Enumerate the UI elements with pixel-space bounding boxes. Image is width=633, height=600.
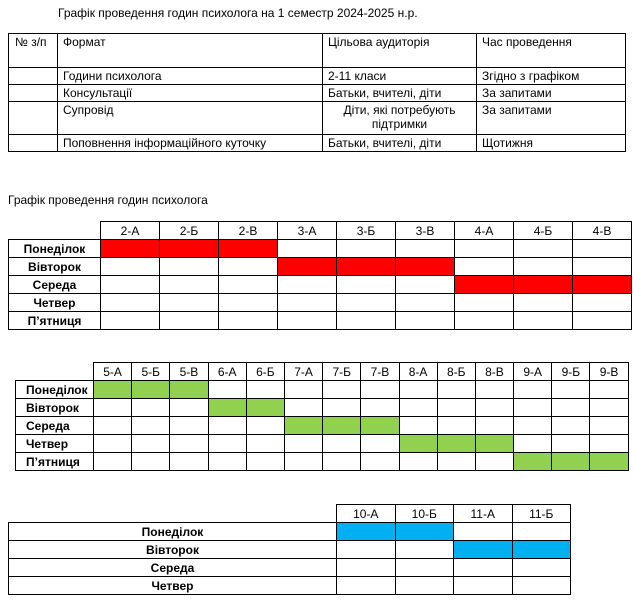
schedule-slot-empty xyxy=(94,453,132,471)
schedule-slot-empty xyxy=(208,381,246,399)
table-cell: 2-11 класи xyxy=(323,68,477,85)
schedule-slot-empty xyxy=(437,417,475,435)
table-cell: Батьки, вчителі, діти xyxy=(323,135,477,152)
schedule-slot-empty xyxy=(573,258,632,276)
day-label: Четвер xyxy=(9,294,101,312)
schedule-slot-filled xyxy=(284,417,322,435)
day-label: Вівторок xyxy=(9,541,337,559)
schedule-slot-empty xyxy=(208,435,246,453)
schedule-slot-filled xyxy=(399,435,437,453)
schedule-slot-empty xyxy=(132,399,170,417)
schedule-slot-empty xyxy=(101,276,160,294)
schedule-slot-empty xyxy=(552,381,590,399)
schedule-slot-empty xyxy=(399,399,437,417)
schedule-slot-filled xyxy=(337,523,396,541)
empty-corner-cell xyxy=(16,363,94,381)
schedule-slot-empty xyxy=(514,435,552,453)
day-label: Понеділок xyxy=(16,381,94,399)
schedule-slot-filled xyxy=(573,276,632,294)
schedule-slot-empty xyxy=(170,435,208,453)
day-row xyxy=(9,312,632,330)
table-row xyxy=(9,135,626,152)
schedule-slot-empty xyxy=(455,294,514,312)
table-row xyxy=(9,85,626,102)
schedule-slot-empty xyxy=(475,417,513,435)
schedule-slot-empty xyxy=(399,453,437,471)
schedule-slot-filled xyxy=(475,435,513,453)
schedule-slot-empty xyxy=(284,381,322,399)
schedule-slot-filled xyxy=(395,523,454,541)
schedule-slot-empty xyxy=(208,453,246,471)
schedule-slot-empty xyxy=(246,381,284,399)
day-label: Четвер xyxy=(16,435,94,453)
schedule-slot-empty xyxy=(94,435,132,453)
table-cell: Діти, які потребують підтримки xyxy=(323,102,477,135)
schedule-slot-filled xyxy=(208,399,246,417)
schedule-slot-filled xyxy=(160,240,219,258)
schedule-slot-filled xyxy=(246,399,284,417)
table-cell: Згідно з графіком xyxy=(477,68,626,85)
schedule-slot-empty xyxy=(454,523,513,541)
schedule-slot-empty xyxy=(337,276,396,294)
schedule-slot-empty xyxy=(278,312,337,330)
table-cell: Поповнення інформаційного куточку xyxy=(58,135,323,152)
class-header-cell: 7-А xyxy=(284,363,322,381)
table-cell: Батьки, вчителі, діти xyxy=(323,85,477,102)
schedule-slot-empty xyxy=(590,435,628,453)
schedule-slot-filled xyxy=(278,258,337,276)
schedule-slot-empty xyxy=(246,435,284,453)
class-header-cell: 3-А xyxy=(278,222,337,240)
class-header-cell: 9-А xyxy=(514,363,552,381)
schedule-slot-empty xyxy=(278,240,337,258)
day-label: Понеділок xyxy=(9,240,101,258)
schedule-slot-empty xyxy=(552,417,590,435)
table-cell: За запитами xyxy=(477,102,626,135)
schedule-slot-empty xyxy=(170,453,208,471)
day-row xyxy=(9,577,571,595)
class-header-cell: 5-А xyxy=(94,363,132,381)
table-row xyxy=(9,102,626,135)
table-cell: За запитами xyxy=(477,85,626,102)
header-audience: Цільова аудиторія xyxy=(323,34,477,68)
document-title: Графік проведення годин психолога на 1 семестр 2024-2025 н.р. xyxy=(58,6,418,20)
header-format: Формат xyxy=(58,34,323,68)
schedule-slot-empty xyxy=(396,240,455,258)
schedule-slot-empty xyxy=(94,399,132,417)
class-header-cell: 3-В xyxy=(396,222,455,240)
day-label: Понеділок xyxy=(9,523,337,541)
class-header-cell: 4-А xyxy=(455,222,514,240)
class-header-cell: 2-А xyxy=(101,222,160,240)
class-header-cell: 2-Б xyxy=(160,222,219,240)
schedule-slot-filled xyxy=(514,276,573,294)
schedule-slot-empty xyxy=(278,294,337,312)
schedule-slot-empty xyxy=(573,312,632,330)
class-header-cell: 8-Б xyxy=(437,363,475,381)
class-header-cell: 5-В xyxy=(170,363,208,381)
day-label: Середа xyxy=(16,417,94,435)
schedule-slot-empty xyxy=(284,399,322,417)
schedule-slot-empty xyxy=(337,294,396,312)
table-cell: Супровід xyxy=(58,102,323,135)
schedule-slot-empty xyxy=(323,453,361,471)
schedule-slot-empty xyxy=(512,577,571,595)
day-label: Вівторок xyxy=(9,258,101,276)
schedule-slot-empty xyxy=(512,559,571,577)
schedule-slot-empty xyxy=(219,258,278,276)
schedule-slot-filled xyxy=(101,240,160,258)
class-header-cell: 3-Б xyxy=(337,222,396,240)
schedule-slot-empty xyxy=(278,276,337,294)
schedule-slot-filled xyxy=(437,435,475,453)
schedule-slot-empty xyxy=(208,417,246,435)
schedule-slot-empty xyxy=(399,381,437,399)
schedule-slot-filled xyxy=(337,258,396,276)
schedule-slot-filled xyxy=(219,240,278,258)
class-header-cell: 6-Б xyxy=(246,363,284,381)
day-row xyxy=(9,523,571,541)
schedule-slot-empty xyxy=(552,399,590,417)
table-cell: Консультації xyxy=(58,85,323,102)
schedule-slot-empty xyxy=(590,417,628,435)
schedule-slot-empty xyxy=(395,559,454,577)
day-row xyxy=(9,559,571,577)
day-row xyxy=(9,294,632,312)
table-cell: Години психолога xyxy=(58,68,323,85)
schedule-slot-empty xyxy=(219,294,278,312)
class-header-cell: 11-Б xyxy=(512,505,571,523)
schedule-slot-empty xyxy=(590,399,628,417)
header-number: № з/п xyxy=(9,34,58,68)
schedule-slot-empty xyxy=(337,541,396,559)
table-cell xyxy=(9,102,58,135)
schedule-slot-empty xyxy=(573,240,632,258)
class-header-cell: 9-В xyxy=(590,363,628,381)
schedule-slot-filled xyxy=(361,417,399,435)
class-header-cell: 5-Б xyxy=(132,363,170,381)
schedule-slot-filled xyxy=(512,541,571,559)
schedule-slot-empty xyxy=(590,381,628,399)
schedule-slot-empty xyxy=(160,258,219,276)
schedule-slot-filled xyxy=(590,453,628,471)
schedule-slot-empty xyxy=(514,417,552,435)
schedule-slot-empty xyxy=(170,399,208,417)
day-label: Четвер xyxy=(9,577,337,595)
day-row xyxy=(16,381,629,399)
day-label: П’ятниця xyxy=(9,312,101,330)
day-label: Середа xyxy=(9,276,101,294)
day-row xyxy=(16,399,629,417)
schedule-slot-empty xyxy=(475,381,513,399)
schedule-slot-empty xyxy=(455,240,514,258)
day-row xyxy=(16,435,629,453)
header-time: Час проведення xyxy=(477,34,626,68)
info-table xyxy=(8,33,626,152)
schedule-slot-empty xyxy=(395,541,454,559)
schedule-slot-empty xyxy=(514,399,552,417)
day-label: Середа xyxy=(9,559,337,577)
day-row xyxy=(9,240,632,258)
schedule-slot-empty xyxy=(101,294,160,312)
schedule-slot-empty xyxy=(337,240,396,258)
schedule-slot-empty xyxy=(361,453,399,471)
schedule-slot-empty xyxy=(132,435,170,453)
schedule-slot-empty xyxy=(323,399,361,417)
schedule-slot-empty xyxy=(514,381,552,399)
day-row xyxy=(9,276,632,294)
info-header-row xyxy=(9,34,626,68)
schedule-slot-empty xyxy=(323,435,361,453)
schedule-slot-empty xyxy=(160,312,219,330)
schedule-slot-empty xyxy=(160,294,219,312)
schedule-slot-empty xyxy=(437,399,475,417)
schedule-slot-empty xyxy=(514,294,573,312)
schedule-slot-empty xyxy=(160,276,219,294)
class-header-cell: 11-А xyxy=(454,505,513,523)
schedule-table-grades-2-4 xyxy=(8,221,632,330)
schedule-slot-empty xyxy=(323,381,361,399)
class-header-row xyxy=(9,222,632,240)
schedule-slot-empty xyxy=(573,294,632,312)
schedule-slot-filled xyxy=(132,381,170,399)
class-header-cell: 2-В xyxy=(219,222,278,240)
schedule-slot-empty xyxy=(396,294,455,312)
class-header-cell: 8-А xyxy=(399,363,437,381)
class-header-cell: 10-Б xyxy=(395,505,454,523)
class-header-cell: 10-А xyxy=(337,505,396,523)
schedule-slot-empty xyxy=(395,577,454,595)
day-row xyxy=(16,417,629,435)
schedule-slot-empty xyxy=(101,312,160,330)
table-cell xyxy=(9,135,58,152)
class-header-cell: 8-В xyxy=(475,363,513,381)
schedule-slot-empty xyxy=(132,417,170,435)
class-header-cell: 9-Б xyxy=(552,363,590,381)
schedule-slot-empty xyxy=(337,577,396,595)
schedule-slot-empty xyxy=(455,258,514,276)
day-row xyxy=(16,453,629,471)
schedule-table-grades-10-11 xyxy=(8,504,571,595)
schedule-slot-empty xyxy=(284,435,322,453)
schedule-slot-empty xyxy=(132,453,170,471)
class-header-row xyxy=(16,363,629,381)
table-row xyxy=(9,68,626,85)
schedule-slot-empty xyxy=(514,240,573,258)
schedule-slot-empty xyxy=(337,312,396,330)
class-header-row xyxy=(9,505,571,523)
schedule-slot-filled xyxy=(323,417,361,435)
schedule-slot-empty xyxy=(475,453,513,471)
day-row xyxy=(9,541,571,559)
schedule-slot-empty xyxy=(337,559,396,577)
schedule-slot-empty xyxy=(361,435,399,453)
schedule-title: Графік проведення годин психолога xyxy=(8,193,208,207)
day-row xyxy=(9,258,632,276)
schedule-slot-empty xyxy=(552,435,590,453)
table-cell xyxy=(9,68,58,85)
schedule-slot-empty xyxy=(454,577,513,595)
schedule-slot-empty xyxy=(455,312,514,330)
class-header-cell: 4-Б xyxy=(514,222,573,240)
schedule-slot-empty xyxy=(361,399,399,417)
schedule-slot-filled xyxy=(94,381,132,399)
class-header-cell: 4-В xyxy=(573,222,632,240)
schedule-slot-empty xyxy=(396,276,455,294)
schedule-slot-empty xyxy=(396,312,455,330)
schedule-slot-filled xyxy=(454,541,513,559)
schedule-slot-empty xyxy=(512,523,571,541)
class-header-cell: 7-Б xyxy=(323,363,361,381)
empty-corner-cell xyxy=(9,505,337,523)
day-label: П’ятниця xyxy=(16,453,94,471)
schedule-slot-filled xyxy=(396,258,455,276)
schedule-slot-empty xyxy=(94,417,132,435)
schedule-slot-filled xyxy=(170,381,208,399)
schedule-slot-empty xyxy=(219,276,278,294)
schedule-slot-empty xyxy=(514,312,573,330)
empty-corner-cell xyxy=(9,222,101,240)
schedule-slot-empty xyxy=(361,381,399,399)
schedule-slot-empty xyxy=(219,312,278,330)
schedule-slot-empty xyxy=(246,453,284,471)
schedule-slot-filled xyxy=(552,453,590,471)
schedule-slot-filled xyxy=(455,276,514,294)
schedule-slot-filled xyxy=(514,453,552,471)
schedule-slot-empty xyxy=(101,258,160,276)
class-header-cell: 6-А xyxy=(208,363,246,381)
schedule-slot-empty xyxy=(170,417,208,435)
schedule-slot-empty xyxy=(437,453,475,471)
table-cell xyxy=(9,85,58,102)
day-label: Вівторок xyxy=(16,399,94,417)
schedule-slot-empty xyxy=(246,417,284,435)
class-header-cell: 7-В xyxy=(361,363,399,381)
schedule-slot-empty xyxy=(284,453,322,471)
schedule-slot-empty xyxy=(399,417,437,435)
table-cell: Щотижня xyxy=(477,135,626,152)
schedule-slot-empty xyxy=(454,559,513,577)
schedule-table-grades-5-9 xyxy=(15,362,629,471)
schedule-slot-empty xyxy=(514,258,573,276)
schedule-slot-empty xyxy=(475,399,513,417)
schedule-slot-empty xyxy=(437,381,475,399)
